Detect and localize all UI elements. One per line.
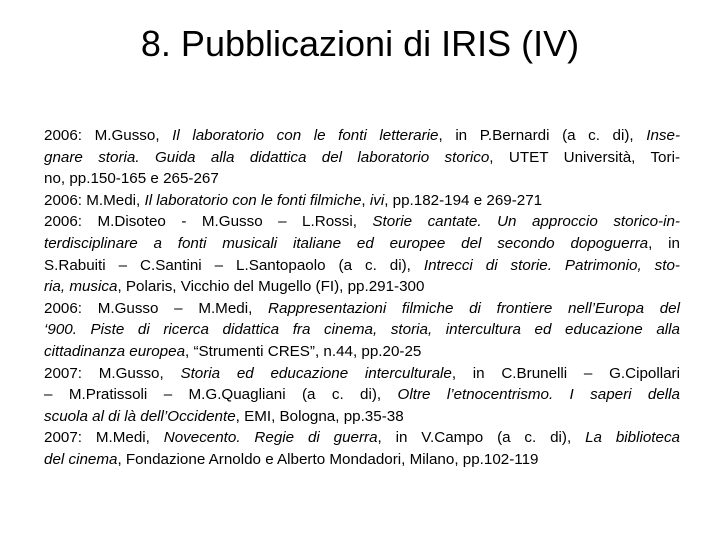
text-line [44,298,680,320]
text-line [44,190,680,212]
publication-list [44,125,680,471]
citation-text: , EMI, Bologna, pp.35-38 [235,407,404,425]
text-line [44,319,680,341]
italic-title-text: ivi [369,191,385,209]
italic-title-text: gnare storia. Guida alla didattica del laboratorio storico [44,148,490,166]
italic-title-text: Inse- [646,127,680,144]
italic-title-text: Novecento. Regie di guerra [163,429,378,447]
citation-text: , Polaris, Vicchio del Mugello (FI), pp.291-300 [117,278,425,296]
citation-text: 2006: M.Disoteo - M.Gusso – L.Rossi, [44,213,373,231]
citation-text: , in C.Brunelli – G.Cipollari [451,364,680,382]
citation-text: – M.Pratissoli – M.G.Quagliani (a c. di), [44,386,398,404]
citation-text: , Fondazione Arnoldo e Alberto Mondadori, Milano, pp.102-119 [117,450,539,468]
text-line [44,211,680,233]
citation-text: S.Rabuiti – C.Santini – L.Santopaolo (a c. di), [44,256,424,274]
italic-title-text: Il laboratorio con le fonti filmiche [144,191,362,209]
citation-text: no, pp.150-165 e 265-267 [44,170,219,188]
text-line [44,384,680,406]
italic-title-text: scuola al di là dell’Occidente [44,407,236,425]
citation-text: , in V.Campo (a c. di), [377,429,586,447]
text-line [44,255,680,277]
italic-title-text: Storia ed educazione interculturale [180,364,452,382]
text-line [44,125,680,147]
citation-text: , pp.182-194 e 269-271 [384,191,543,209]
citation-text: 2006: M.Gusso, [44,127,173,144]
citation-text: 2006: M.Medi, [44,191,145,209]
italic-title-text: Intrecci di storie. Patrimonio, sto- [423,256,680,274]
text-line [44,276,680,298]
citation-text: 2006: M.Gusso – M.Medi, [44,299,269,317]
text-line [44,449,680,471]
citation-text: , UTET Università, Tori- [489,148,680,166]
slide-title: 8. Pubblicazioni di IRIS (IV) [140,23,580,64]
citation-text: , in P.Bernardi (a c. di), [438,127,647,144]
citation-text: , in [648,234,680,252]
italic-title-text: Oltre l’etnocentrismo. I saperi della [397,386,680,404]
italic-title-text: terdisciplinare a fonti musicali italiane ed europee del secondo dopoguerra [44,234,649,252]
italic-title-text: ria, musica [44,278,118,296]
text-line [44,363,680,385]
italic-title-text: La biblioteca [585,429,680,447]
text-line [44,233,680,255]
citation-text: , [361,191,370,209]
italic-title-text: Il laboratorio con le fonti letterarie [172,127,439,144]
italic-title-text: Rappresentazioni filmiche di frontiere nell’Europa del [268,299,680,317]
text-line [44,168,680,190]
italic-title-text: del cinema [44,450,118,468]
italic-title-text: cittadinanza europea [44,342,186,360]
text-line [44,147,680,169]
italic-title-text: ‘900. Piste di ricerca didattica fra cinema, storia, intercultura ed educazione alla [44,321,680,339]
citation-text: , “Strumenti CRES”, n.44, pp.20-25 [185,342,422,360]
text-line [44,427,680,449]
citation-text: 2007: M.Medi, [44,429,164,447]
text-line [44,341,680,363]
citation-text: 2007: M.Gusso, [44,364,181,382]
text-line [44,406,680,428]
italic-title-text: Storie cantate. Un approccio storico-in- [372,213,680,231]
